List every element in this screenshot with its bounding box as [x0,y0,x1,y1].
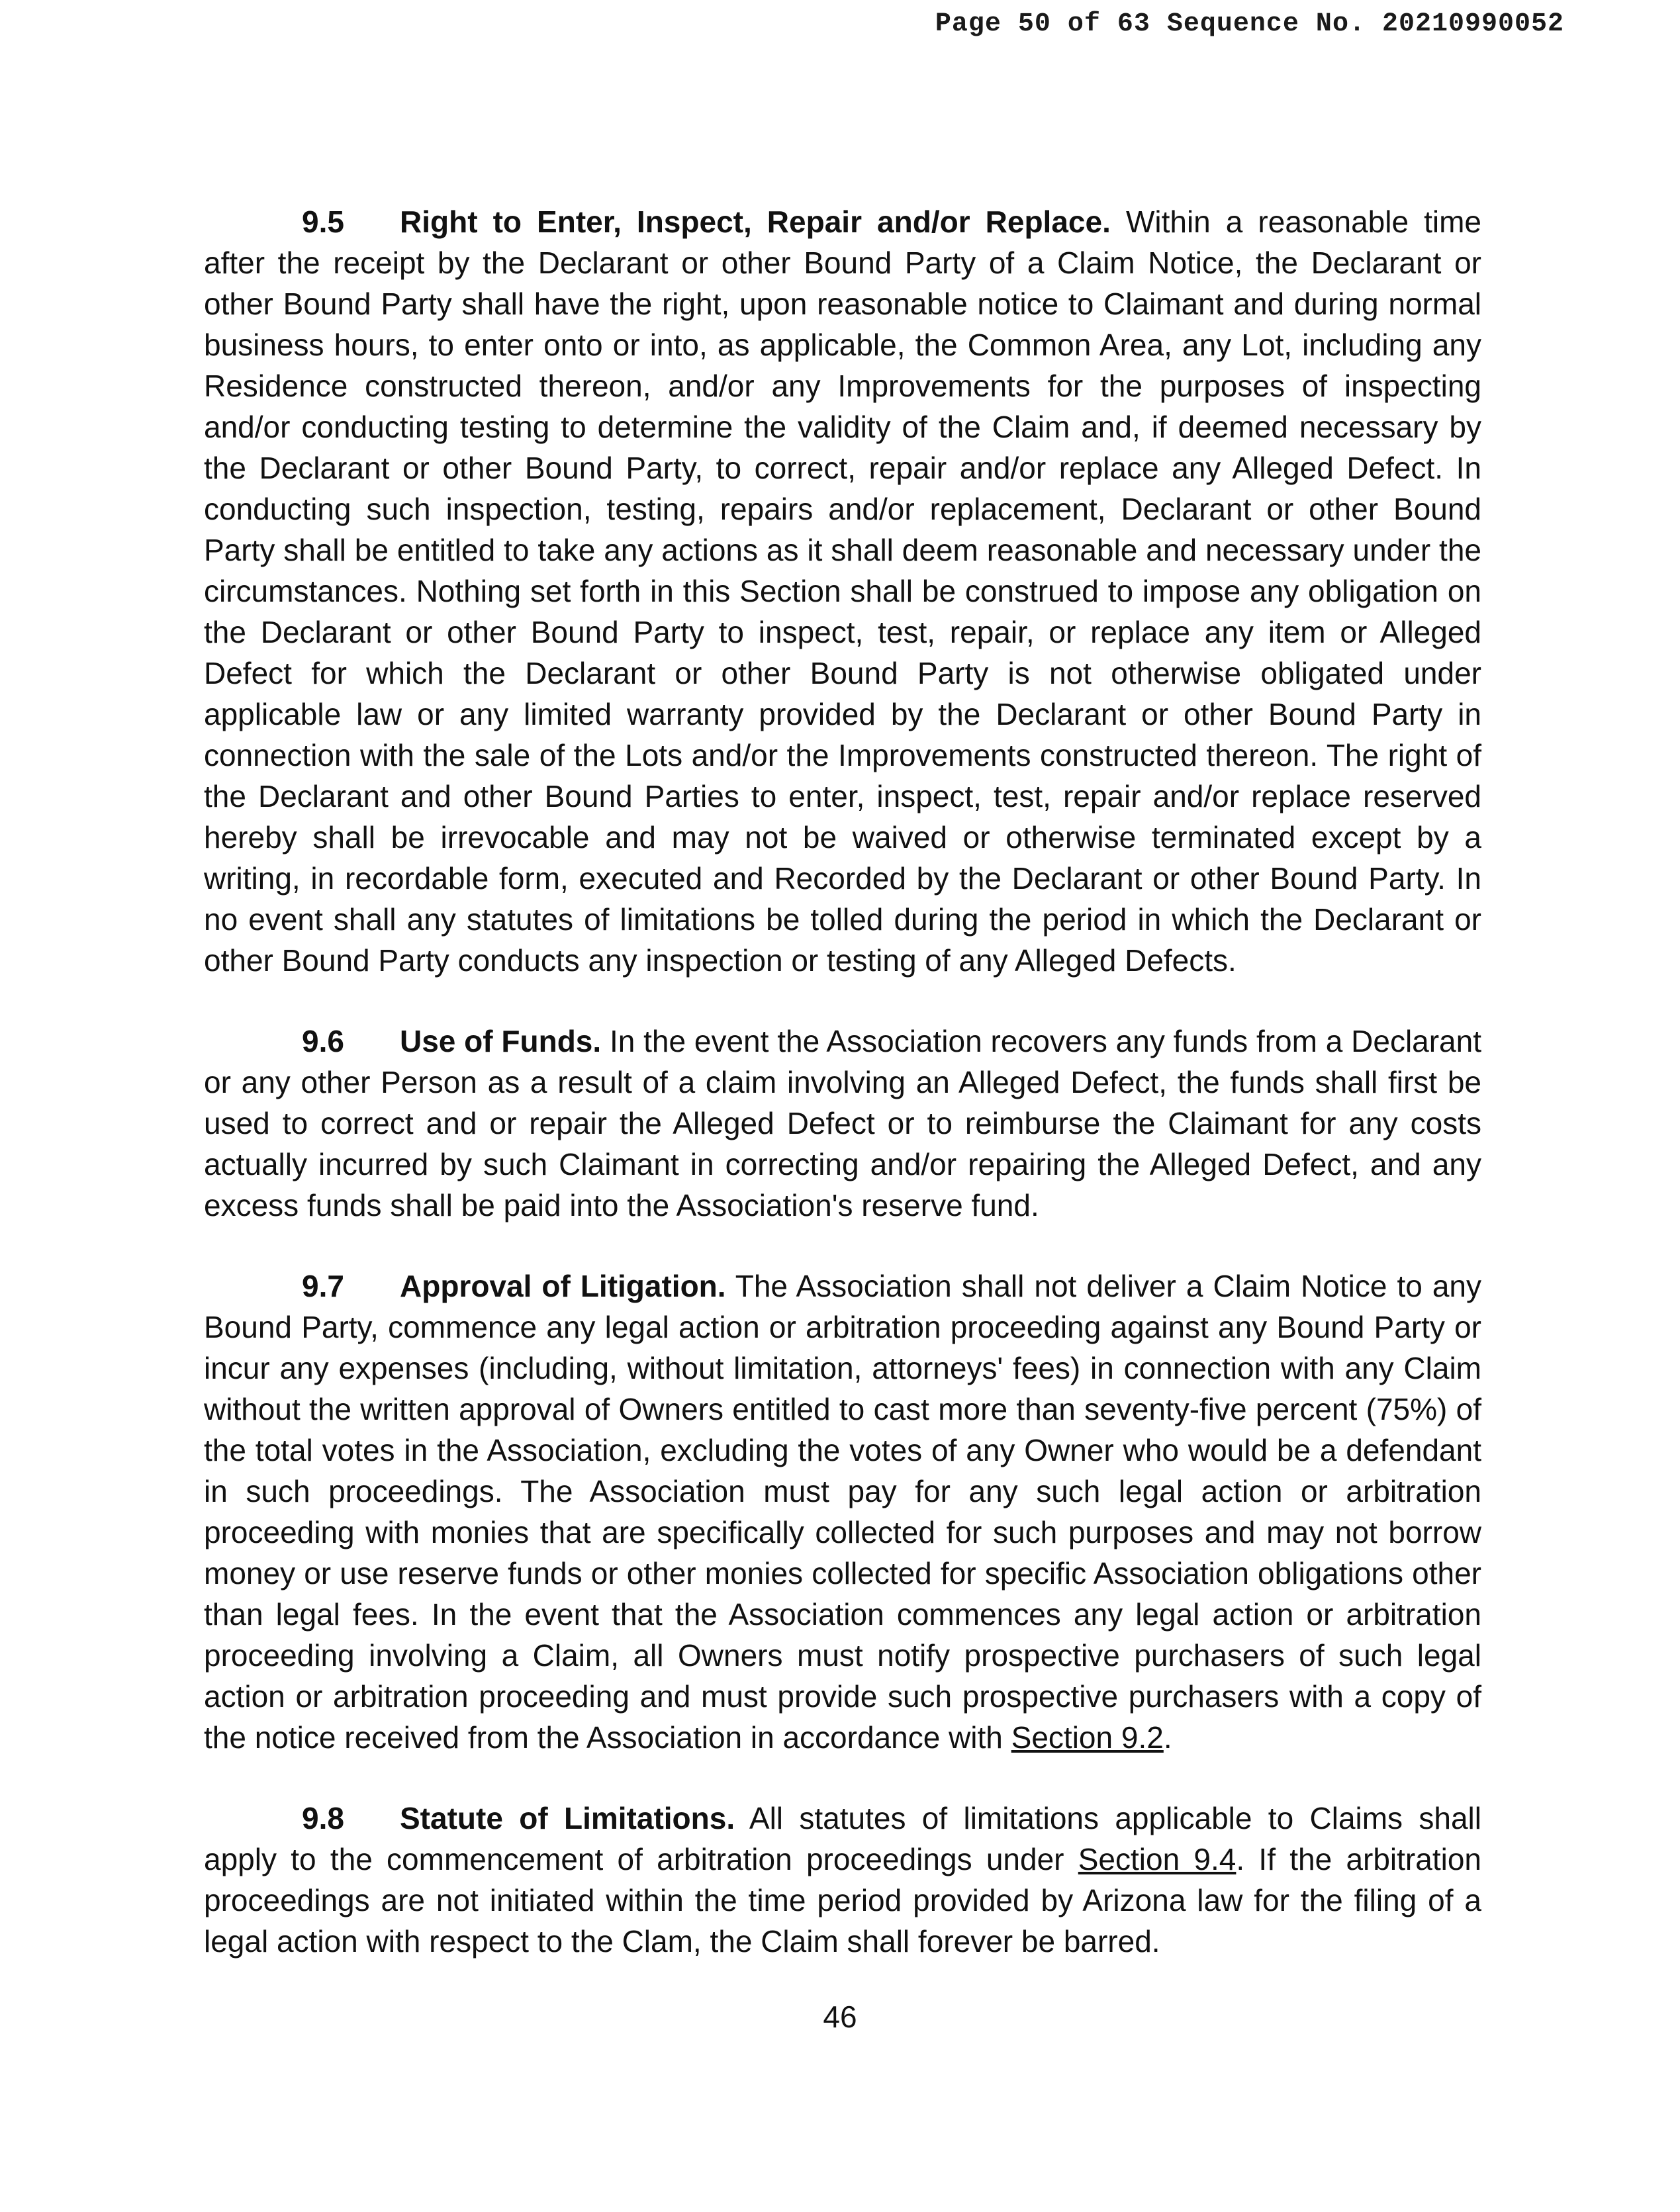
section-body: Within a reasonable time after the receipt by the Declarant or other Bound Party of a Claim Notice, the Declarant or other Bound Party shall have the right, upon reasonable notice to Claimant and during normal business hours, to enter onto or into, as applicable, the Common Area, any Lot, including any Residence constructed thereon, and/or any Improvements for the purposes of inspecting and/or conducting testing to determine the validity of the Claim and, if deemed necessary by the Declarant or other Bound Party, to correct, repair and/or replace any Alleged Defect. In conducting such inspection, testing, repairs and/or replacement, Declarant or other Bound Party shall be entitled to take any actions as it shall deem reasonable and necessary under the circumstances. Nothing set forth in this Section shall be construed to impose any obligation on the Declarant or other Bound Party to inspect, test, repair, or replace any item or Alleged Defect for which the Declarant or other Bound Party is not otherwise obligated under applicable law or any limited warranty provided by the Declarant or other Bound Party in connection with the sale of the Lots and/or the Improvements constructed thereon. The right of the Declarant and other Bound Parties to enter, inspect, test, repair and/or replace reserved hereby shall be irrevocable and may not be waived or otherwise terminated except by a writing, in recordable form, executed and Recorded by the Declarant or other Bound Party. In no event shall any statutes of limitations be tolled during the period in which the Declarant or other Bound Party conducts any inspection or testing of any Alleged Defects. [204,205,1482,978]
section-title: Approval of Litigation. [400,1269,726,1303]
section-9-6 [204,1021,1481,1226]
page-number: 46 [823,2000,857,2034]
section-body: All statutes of limitations applicable to Claims shall apply to the commencement of arbitration proceedings under [204,1801,1481,1876]
recording-stamp: Page 50 of 63 Sequence No. 20210990052 [935,9,1564,39]
section-body-tail: . [1163,1720,1172,1755]
section-number: 9.7 [302,1269,344,1303]
section-title: Use of Funds. [400,1024,602,1058]
section-title: Statute of Limitations. [400,1801,735,1835]
section-body: The Association shall not deliver a Claim Notice to any Bound Party, commence any legal action or arbitration proceeding against any Bound Party or incur any expenses (including, without limitation, attorneys' fees) in connection with any Claim without the written approval of Owners entitled to cast more than seventy-five percent (75%) of the total votes in the Association, excluding the votes of any Owner who would be a defendant in such proceedings. The Association must pay for any such legal action or arbitration proceeding with monies that are specifically collected for such purposes and may not borrow money or use reserve funds or other monies collected for specific Association obligations other than legal fees. In the event that the Association commences any legal action or arbitration proceeding involving a Claim, all Owners must notify prospective purchasers of such legal action or arbitration proceeding and must provide such prospective purchasers with a copy of the notice received from the Association in accordance with [204,1269,1481,1755]
section-title: Right to Enter, Inspect, Repair and/or Replace. [400,205,1111,239]
section-reference-link: Section 9.2 [1011,1720,1164,1755]
section-number: 9.5 [302,205,344,239]
section-number: 9.6 [302,1024,344,1058]
document-body [204,201,1481,2002]
section-reference-link: Section 9.4 [1078,1842,1237,1876]
section-9-5 [204,201,1481,981]
section-number: 9.8 [302,1801,344,1835]
section-9-8 [204,1798,1481,1962]
section-body-tail: . If the arbitration proceedings are not initiated within the time period provided by Arizona law for the filing of a legal action with respect to the Clam, the Claim shall forever be barred. [204,1842,1481,1959]
section-9-7 [204,1266,1481,1758]
section-body: In the event the Association recovers any funds from a Declarant or any other Person as a result of a claim involving an Alleged Defect, the funds shall first be used to correct and or repair the Alleged Defect or to reimburse the Claimant for any costs actually incurred by such Claimant in correcting and/or repairing the Alleged Defect, and any excess funds shall be paid into the Association's reserve fund. [204,1024,1482,1222]
